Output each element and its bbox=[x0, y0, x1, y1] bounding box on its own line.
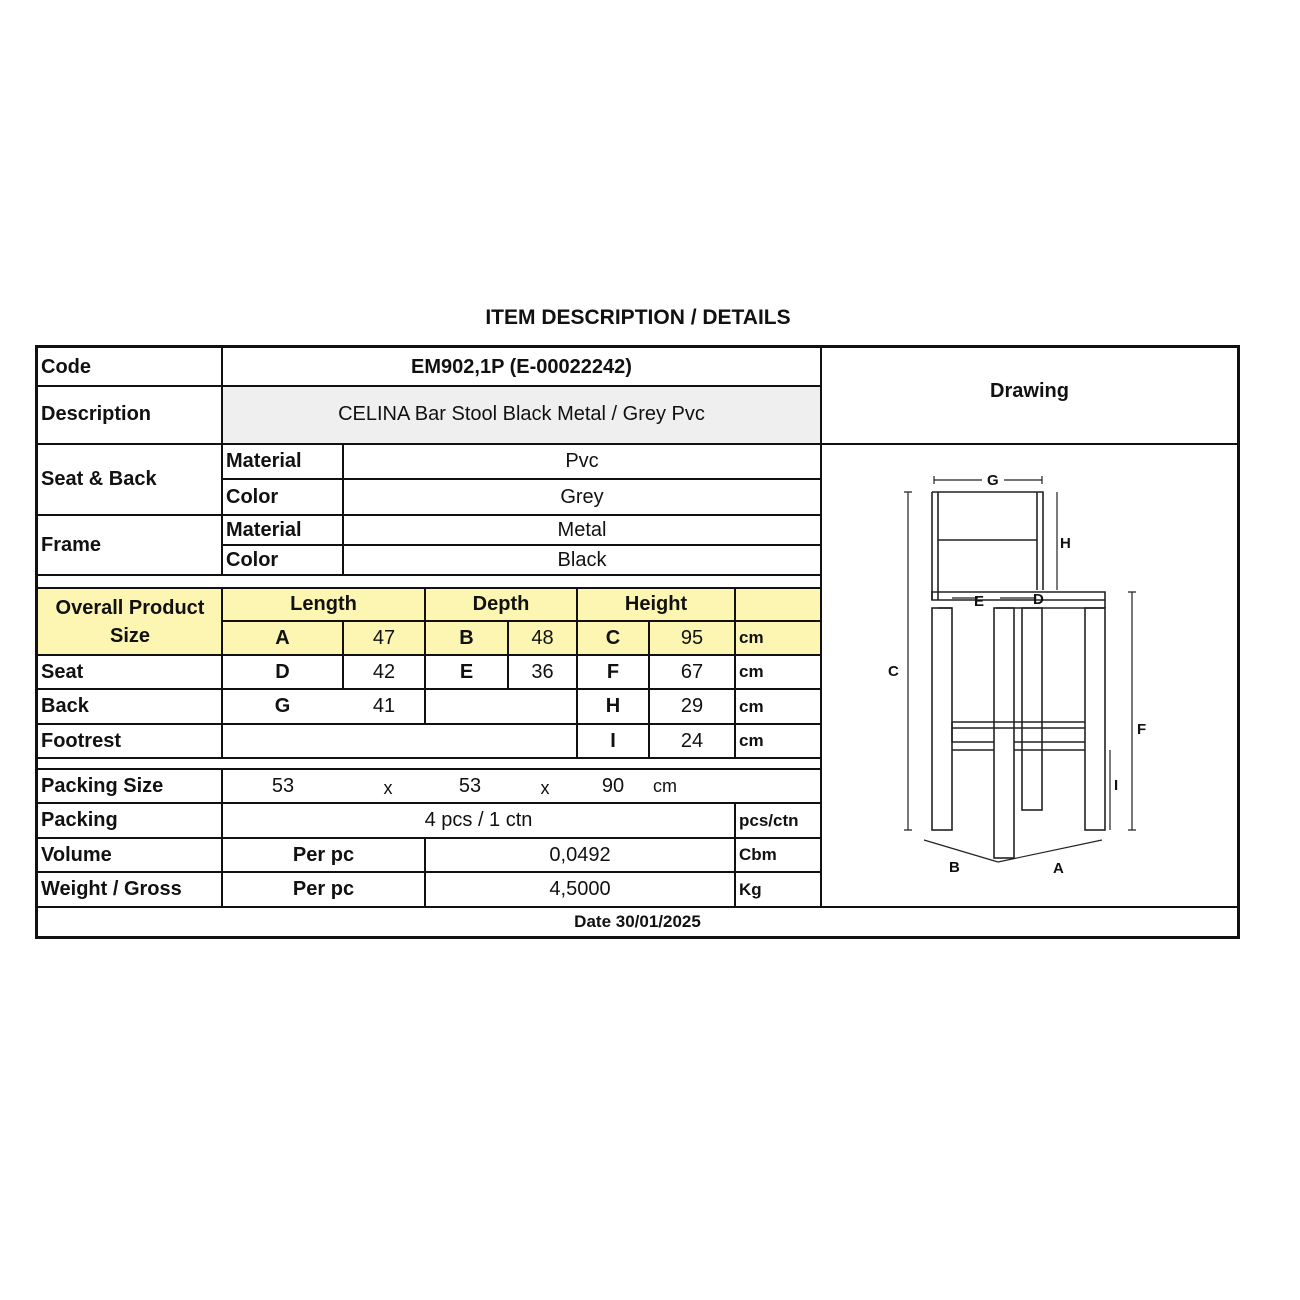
dim-e-letter: E bbox=[459, 660, 474, 683]
weight-per: Per pc bbox=[292, 878, 355, 900]
dim-g-value: 41 bbox=[372, 695, 396, 717]
code-label: Code bbox=[41, 355, 91, 378]
frame-material: Metal bbox=[557, 518, 607, 541]
dim-c-value: 95 bbox=[680, 626, 704, 649]
label-i: I bbox=[1114, 777, 1119, 794]
back-label: Back bbox=[41, 695, 89, 717]
description-value: CELINA Bar Stool Black Metal / Grey Pvc bbox=[338, 403, 705, 425]
back-unit: cm bbox=[739, 696, 764, 716]
label-a: A bbox=[1053, 860, 1064, 877]
weight-unit: Kg bbox=[739, 879, 762, 899]
label-e: E bbox=[974, 593, 985, 610]
dim-f-value: 67 bbox=[680, 660, 704, 683]
footrest-label: Footrest bbox=[41, 729, 121, 752]
date: Date 30/01/2025 bbox=[574, 912, 701, 931]
footrest-outline bbox=[952, 722, 1085, 742]
backrest-outline bbox=[932, 492, 1043, 600]
dim-d-value: 42 bbox=[372, 660, 396, 683]
dim-i-letter: I bbox=[610, 729, 616, 752]
overall-size-label bbox=[38, 589, 222, 654]
sheet-title: ITEM DESCRIPTION / DETAILS bbox=[485, 306, 791, 329]
label-h: H bbox=[1060, 535, 1071, 552]
packing-label: Packing bbox=[41, 809, 118, 831]
frame-label: Frame bbox=[41, 533, 102, 556]
seat-back-label: Seat & Back bbox=[41, 467, 157, 490]
label-f: F bbox=[1137, 721, 1147, 738]
overall-size-label-line2: Size bbox=[109, 624, 151, 647]
length-header: Length bbox=[290, 593, 357, 615]
packing-size-width: 53 bbox=[458, 774, 482, 797]
dim-a-value: 47 bbox=[372, 626, 396, 649]
footrest-unit: cm bbox=[739, 731, 764, 750]
overall-unit: cm bbox=[739, 628, 764, 647]
back-left-leg bbox=[1022, 608, 1042, 810]
dim-i-value: 24 bbox=[680, 729, 704, 752]
seat-back-color: Grey bbox=[560, 485, 604, 508]
dim-g-letter: G bbox=[274, 695, 291, 717]
seat-unit: cm bbox=[739, 662, 764, 681]
seat-back-material: Pvc bbox=[565, 449, 599, 472]
frame-material-label: Material bbox=[226, 518, 302, 541]
description-label: Description bbox=[41, 403, 152, 425]
packing-value: 4 pcs / 1 ctn bbox=[424, 809, 533, 831]
label-g: G bbox=[987, 472, 999, 489]
dim-a-letter: A bbox=[275, 626, 290, 649]
overall-size-label-line1: Overall Product bbox=[55, 596, 205, 619]
frame-color: Black bbox=[557, 548, 607, 571]
dim-c-letter: C bbox=[605, 626, 621, 649]
packing-unit: pcs/ctn bbox=[739, 810, 799, 830]
weight-value: 4,5000 bbox=[549, 878, 611, 900]
label-c: C bbox=[888, 663, 899, 680]
front-right-leg bbox=[994, 608, 1014, 858]
drawing-label: Drawing bbox=[990, 380, 1069, 402]
volume-label: Volume bbox=[41, 843, 112, 866]
dim-b-letter: B bbox=[459, 626, 474, 649]
frame-color-label: Color bbox=[226, 548, 279, 571]
volume-per: Per pc bbox=[292, 843, 355, 866]
back-right-leg bbox=[1085, 608, 1105, 830]
dim-h-value: 29 bbox=[680, 695, 704, 717]
seat-back-color-label: Color bbox=[226, 485, 279, 508]
seat-outline bbox=[932, 592, 1105, 608]
code-value: EM902,1P (E-00022242) bbox=[411, 355, 632, 378]
packing-size-height: 90 bbox=[601, 774, 625, 797]
packing-size-x1: x bbox=[383, 777, 393, 798]
dim-e-value: 36 bbox=[531, 660, 554, 683]
seat-label: Seat bbox=[41, 660, 84, 683]
volume-unit: Cbm bbox=[739, 845, 777, 864]
packing-size-unit: cm bbox=[653, 775, 677, 796]
dim-d-letter: D bbox=[275, 660, 290, 683]
weight-label: Weight / Gross bbox=[41, 878, 182, 900]
packing-size-label: Packing Size bbox=[41, 774, 164, 797]
dim-h-letter: H bbox=[605, 695, 621, 717]
volume-value: 0,0492 bbox=[549, 843, 611, 866]
packing-size-length: 53 bbox=[271, 774, 295, 797]
packing-size-x2: x bbox=[540, 777, 550, 798]
label-b: B bbox=[949, 859, 960, 876]
front-left-leg bbox=[932, 608, 952, 830]
seat-back-material-label: Material bbox=[226, 449, 302, 472]
label-d: D bbox=[1033, 591, 1044, 608]
dim-f-letter: F bbox=[606, 660, 620, 683]
depth-header: Depth bbox=[472, 593, 530, 615]
stool-drawing bbox=[860, 460, 1170, 890]
height-header: Height bbox=[624, 593, 688, 615]
dim-b-value: 48 bbox=[531, 626, 554, 649]
